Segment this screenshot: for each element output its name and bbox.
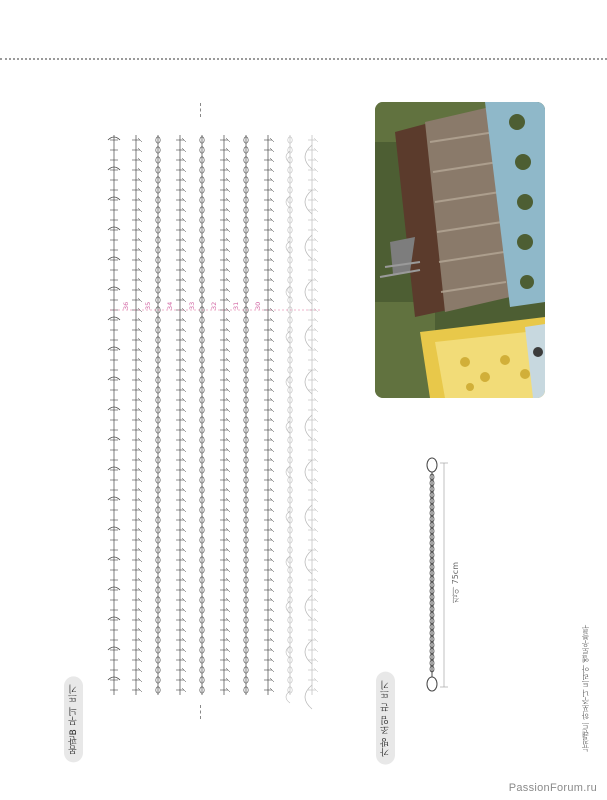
crochet-chart [100, 115, 330, 715]
strap-length-label: 길이 75cm [451, 562, 460, 603]
row-number: 36 [122, 301, 130, 310]
strap-section-title: 가방 조임 끈 뜨기 [376, 672, 395, 765]
top-dotted-rule [0, 58, 607, 60]
row-number: 33 [188, 301, 196, 310]
guide-mark-bottom [200, 705, 202, 719]
bag-photo [375, 102, 545, 398]
row-number: 35 [144, 301, 152, 310]
row-number: 31 [232, 301, 240, 310]
side-caption: 뉴질랜드 하포주니 트리아 옐로우블루 [581, 625, 590, 753]
pattern-section-title: 몸판B 무늬 뜨기 [64, 676, 83, 762]
strap-diagram [420, 455, 450, 695]
row-number: 30 [254, 301, 262, 310]
row-number: 32 [210, 301, 218, 310]
row-number: 34 [166, 301, 174, 310]
watermark: PassionForum.ru [508, 782, 597, 794]
guide-mark-top [200, 103, 202, 117]
crochet-chart-svg [100, 115, 330, 715]
